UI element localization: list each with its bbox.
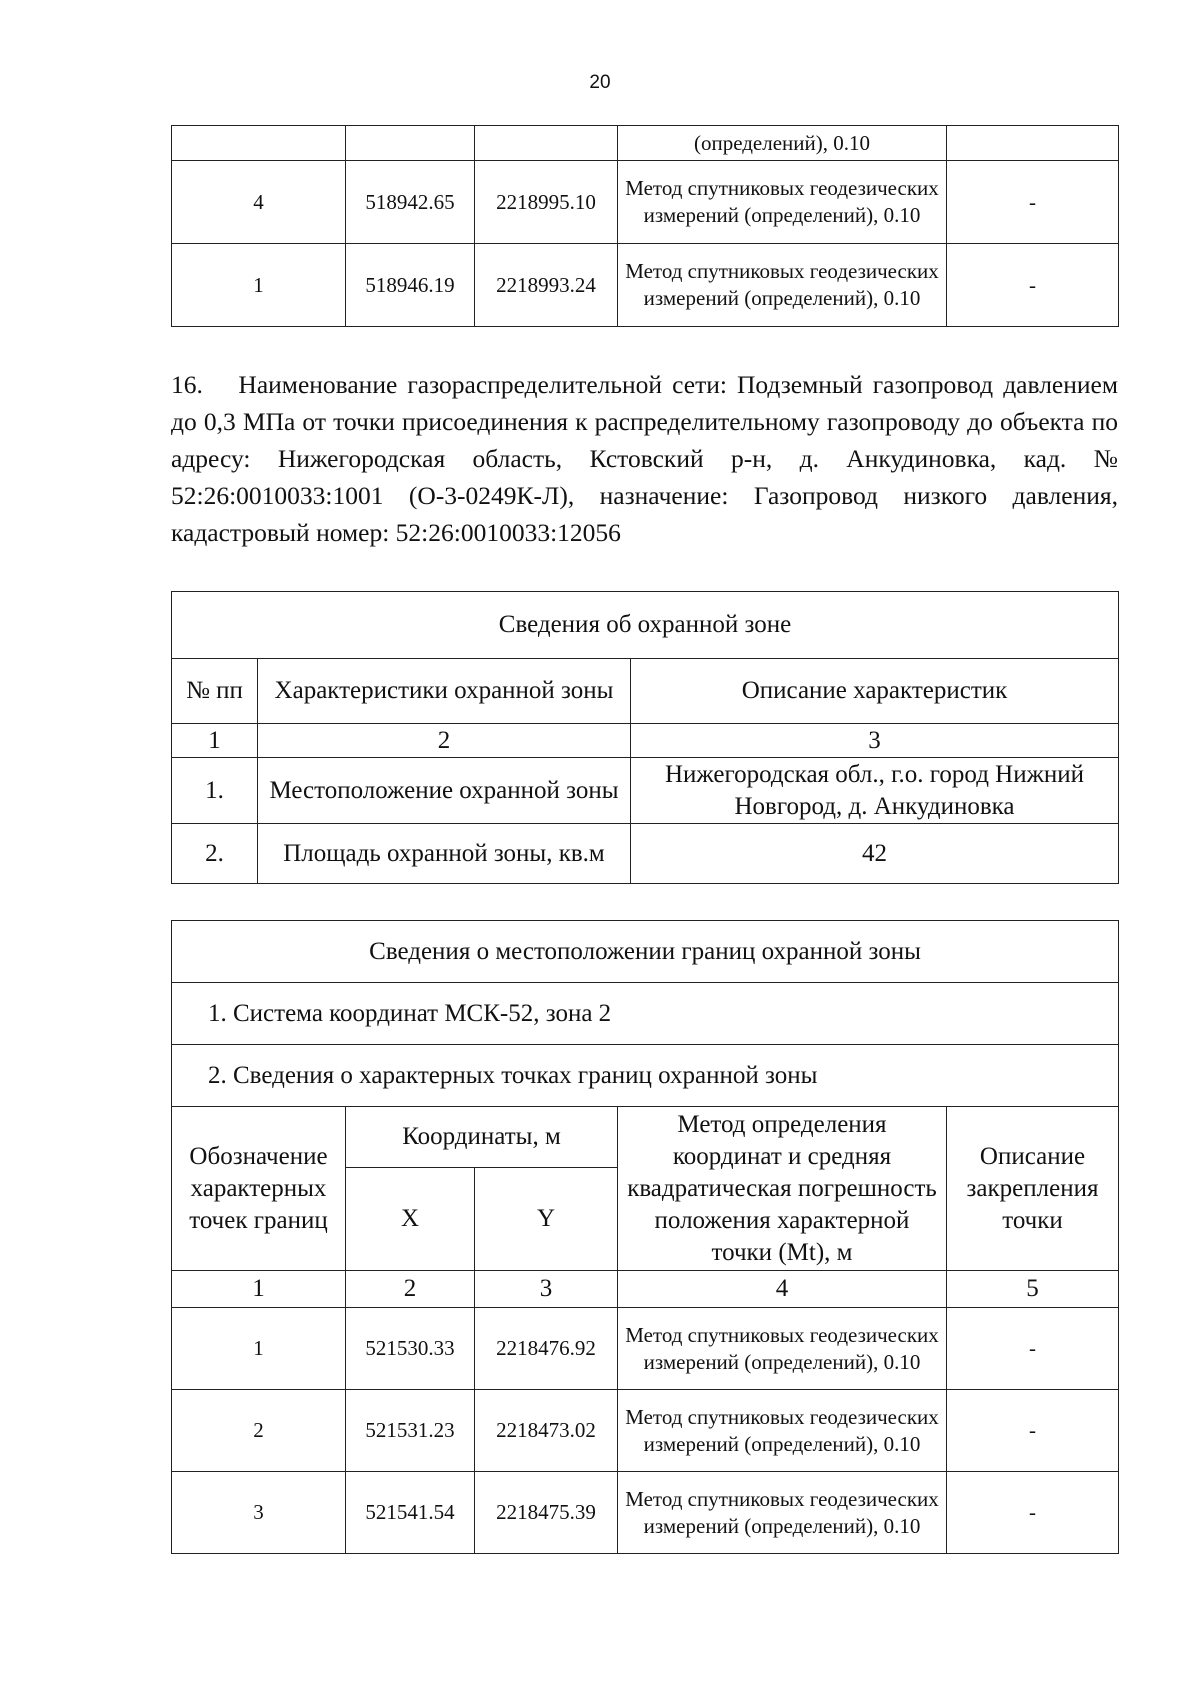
page-number: 20 <box>589 72 611 93</box>
table-row <box>172 1308 1119 1390</box>
column-number: 2 <box>346 1271 475 1308</box>
table-row <box>172 1472 1119 1554</box>
column-number: 3 <box>475 1271 618 1308</box>
description-cell: - <box>947 1472 1119 1554</box>
method-cell: Метод спутниковых геодезических измерений (определений), 0.10 <box>618 244 947 327</box>
x-cell: 521531.23 <box>346 1390 475 1472</box>
table-row <box>172 1390 1119 1472</box>
x-cell: 521530.33 <box>346 1308 475 1390</box>
table-row <box>172 244 1119 327</box>
table-row <box>172 126 1119 161</box>
method-cell: (определений), 0.10 <box>618 126 947 161</box>
description-cell: - <box>947 1390 1119 1472</box>
x-header: X <box>346 1168 475 1271</box>
point-cell: 2 <box>172 1390 346 1472</box>
table-row <box>172 161 1119 244</box>
boundary-points-table <box>171 920 1119 1554</box>
y-cell: 2218473.02 <box>475 1390 618 1472</box>
method-cell: Метод спутниковых геодезических измерений (определений), 0.10 <box>618 1390 947 1472</box>
x-cell: 518946.19 <box>346 244 475 327</box>
method-header: Метод определения координат и средняя квадратическая погрешность положения характерной точки (Mt), м <box>618 1107 947 1271</box>
method-cell: Метод спутниковых геодезических измерений (определений), 0.10 <box>618 161 947 244</box>
column-number: 2 <box>258 724 631 758</box>
x-cell: 518942.65 <box>346 161 475 244</box>
column-number: 4 <box>618 1271 947 1308</box>
protected-zone-table <box>171 591 1119 884</box>
table-row <box>172 758 1119 824</box>
x-cell <box>346 126 475 161</box>
column-header: Описание характеристик <box>631 659 1119 724</box>
column-header: Характеристики охранной зоны <box>258 659 631 724</box>
method-cell: Метод спутниковых геодезических измерений (определений), 0.10 <box>618 1308 947 1390</box>
y-cell: 2218476.92 <box>475 1308 618 1390</box>
characteristic-cell: Площадь охранной зоны, кв.м <box>258 824 631 884</box>
description-cell: Нижегородская обл., г.о. город Нижний Новгород, д. Анкудиновка <box>631 758 1119 824</box>
description-cell: - <box>947 244 1119 327</box>
column-number: 1 <box>172 1271 346 1308</box>
description-cell: - <box>947 161 1119 244</box>
table-row <box>172 824 1119 884</box>
point-cell: 4 <box>172 161 346 244</box>
row-number: 1. <box>172 758 258 824</box>
description-cell: - <box>947 1308 1119 1390</box>
y-cell: 2218993.24 <box>475 244 618 327</box>
coordinates-header: Координаты, м <box>346 1107 618 1168</box>
column-number: 1 <box>172 724 258 758</box>
y-cell <box>475 126 618 161</box>
description-cell <box>947 126 1119 161</box>
network-description-paragraph: 16. Наименование газораспределительной сети: Подземный газопровод давлением до 0,3 МПа от точки присоединения к распределительному газопроводу до объекта по адресу: Нижегородская область, Кстовский р-н, д. Анкудиновка, кад. № 52:26:0010033:1001 (О-3-0249К-Л), назначение: Газопровод низкого давления, кадастровый номер: 52:26:0010033:12056 <box>171 370 1118 547</box>
column-number: 3 <box>631 724 1119 758</box>
table-title: Сведения об охранной зоне <box>172 592 1119 659</box>
row-number: 2. <box>172 824 258 884</box>
x-cell: 521541.54 <box>346 1472 475 1554</box>
coordinates-table-continuation <box>171 125 1119 327</box>
point-cell: 1 <box>172 1308 346 1390</box>
designation-header: Обозначение характерных точек границ <box>172 1107 346 1271</box>
y-cell: 2218995.10 <box>475 161 618 244</box>
y-header: Y <box>475 1168 618 1271</box>
points-title-row: 2. Сведения о характерных точках границ охранной зоны <box>172 1045 1119 1107</box>
method-cell: Метод спутниковых геодезических измерений (определений), 0.10 <box>618 1472 947 1554</box>
point-cell: 1 <box>172 244 346 327</box>
y-cell: 2218475.39 <box>475 1472 618 1554</box>
column-number: 5 <box>947 1271 1119 1308</box>
column-header: № пп <box>172 659 258 724</box>
description-cell: 42 <box>631 824 1119 884</box>
description-header: Описание закрепления точки <box>947 1107 1119 1271</box>
point-cell <box>172 126 346 161</box>
point-cell: 3 <box>172 1472 346 1554</box>
characteristic-cell: Местоположение охранной зоны <box>258 758 631 824</box>
coordinate-system-row: 1. Система координат МСК-52, зона 2 <box>172 983 1119 1045</box>
table-title: Сведения о местоположении границ охранной зоны <box>172 921 1119 983</box>
